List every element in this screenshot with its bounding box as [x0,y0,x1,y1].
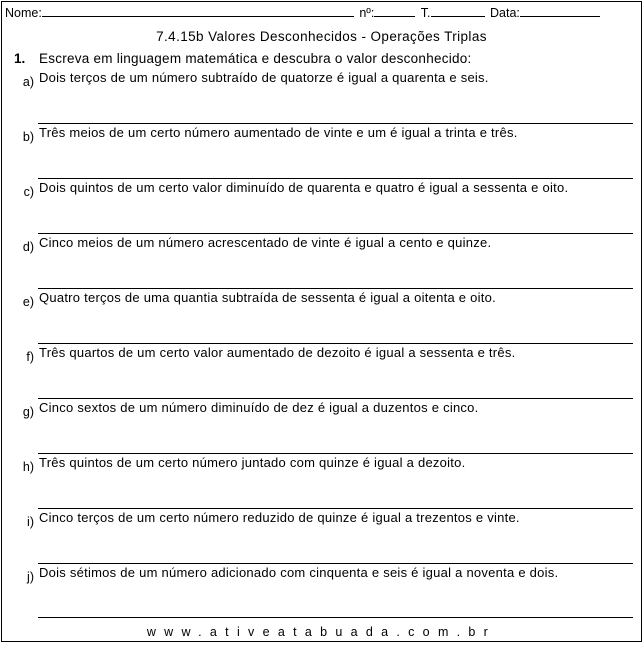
question-text: Quatro terços de uma quantia subtraída de sessenta é igual a oitenta e oito. [39,290,496,305]
answer-line[interactable] [38,343,633,344]
student-info-header [5,4,637,20]
question-text: Dois terços de um número subtraído de quatorze é igual a quarenta e seis. [39,70,489,85]
question-text: Três quartos de um certo valor aumentado de dezoito é igual a sessenta e três. [39,345,516,360]
answer-line[interactable] [38,508,633,509]
class-field[interactable] [431,4,485,17]
question-letter: h) [22,460,34,474]
worksheet [1,1,642,642]
name-field[interactable] [42,4,354,17]
question-letter: e) [22,295,34,309]
answer-line[interactable] [38,288,633,289]
worksheet-title: 7.4.15b Valores Desconhecidos - Operações Triplas [156,29,487,44]
question-letter: b) [22,130,34,144]
date-label: Data: [490,6,520,20]
question-text: Três meios de um certo número aumentado de vinte e um é igual a trinta e três. [39,125,518,140]
answer-line[interactable] [38,123,633,124]
question-letter: j) [27,570,34,584]
date-field[interactable] [520,4,600,17]
number-label: nº: [359,6,375,20]
number-field[interactable] [374,4,415,17]
website-footer: www.ativeatabuada.com.br [146,625,497,639]
answer-line[interactable] [38,563,633,564]
question-letter: a) [22,75,34,89]
answer-line[interactable] [38,398,633,399]
answer-line[interactable] [38,617,633,618]
question-letter: d) [22,240,34,254]
question-text: Dois sétimos de um número adicionado com cinquenta e seis é igual a noventa e dois. [39,565,559,580]
instruction-text: Escreva em linguagem matemática e descubra o valor desconhecido: [39,51,472,66]
class-label: T. [420,6,431,20]
question-text: Cinco terços de um certo número reduzido de quinze é igual a trezentos e vinte. [39,510,520,525]
question-text: Dois quintos de um certo valor diminuído de quarenta e quatro é igual a sessenta e oito. [39,180,569,195]
answer-line[interactable] [38,453,633,454]
answer-line[interactable] [38,233,633,234]
question-text: Cinco sextos de um número diminuído de dez é igual a duzentos e cinco. [39,400,479,415]
answer-line[interactable] [38,178,633,179]
question-letter: g) [22,405,34,419]
question-letter: c) [23,185,34,199]
question-letter: f) [26,350,34,364]
question-text: Cinco meios de um número acrescentado de vinte é igual a cento e quinze. [39,235,492,250]
name-label: Nome: [5,6,42,20]
question-letter: i) [27,515,34,529]
question-text: Três quintos de um certo número juntado com quinze é igual a dezoito. [39,455,466,470]
instruction-number: 1. [14,51,26,66]
